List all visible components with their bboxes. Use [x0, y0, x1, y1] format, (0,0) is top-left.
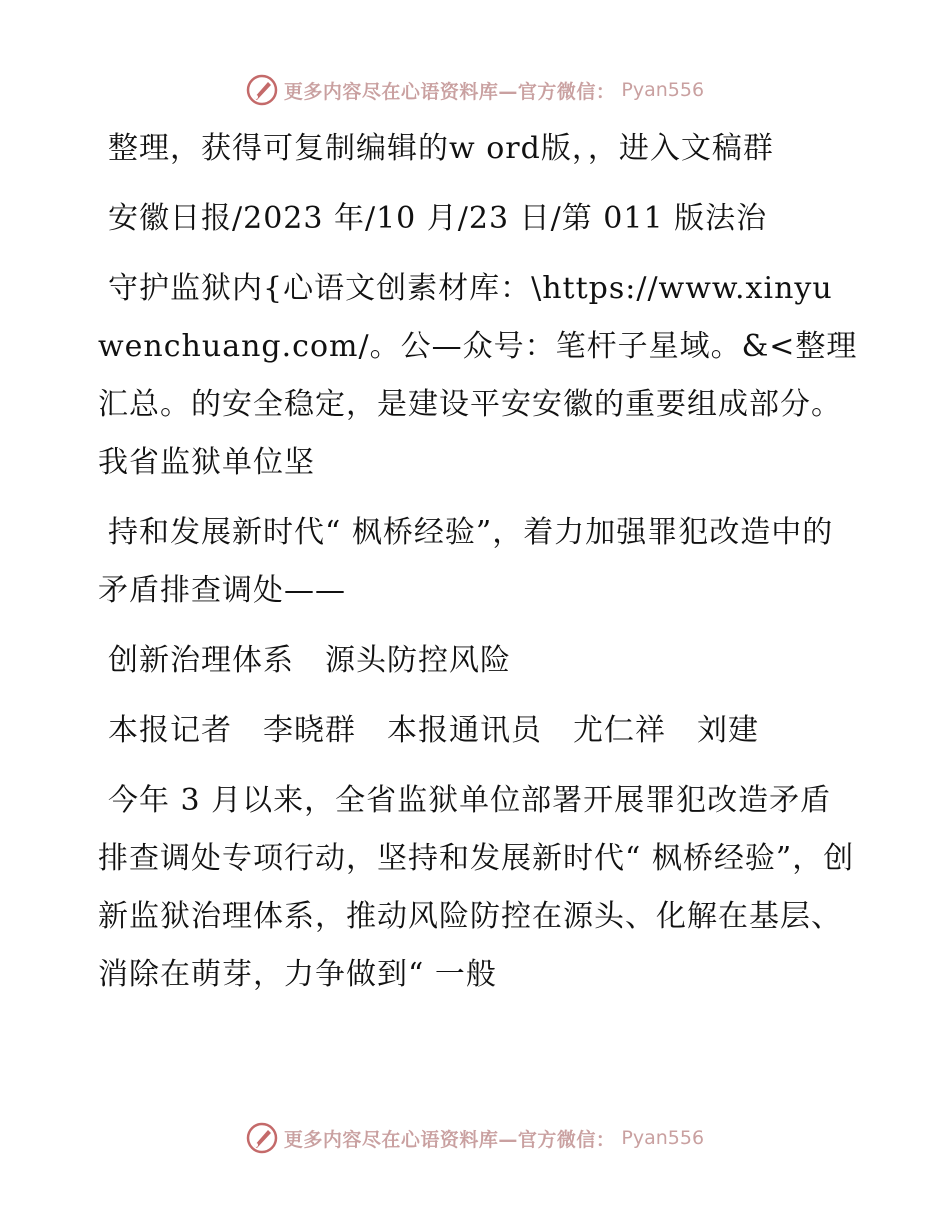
document-body — [98, 120, 858, 1016]
watermark-text: 更多内容尽在心语资料库—官方微信： — [283, 1128, 616, 1151]
paragraph-lead: 守护监狱内{心语文创素材库：\https://www.xinyuwenchuang.com/。公—众号：笔杆子星域。&<整理汇总。的安全稳定，是建设平安安徽的重要组成部分。我省监狱单位坚 — [98, 271, 858, 480]
quill-logo-icon — [246, 1122, 278, 1154]
watermark-text: 更多内容尽在心语资料库—官方微信： — [283, 80, 616, 103]
header-watermark-banner — [0, 70, 950, 110]
paragraph-intro: 整理，获得可复制编辑的w ord版，，进入文稿群 — [108, 131, 774, 166]
paragraph-source: 安徽日报/2023 年/10 月/23 日/第 011 版法治 — [108, 201, 768, 236]
watermark-contact: Pyan556 — [621, 79, 705, 101]
footer-watermark-banner — [0, 1118, 950, 1158]
article-headline: 创新治理体系 源头防控风险 — [108, 643, 511, 678]
paragraph-body: 今年 3 月以来，全省监狱单位部署开展罪犯改造矛盾排查调处专项行动，坚持和发展新时代“ 枫桥经验”，创新监狱治理体系，推动风险防控在源头、化解在基层、消除在萌芽，力争做到“ 一般 — [98, 783, 855, 992]
paragraph-subtitle: 持和发展新时代“ 枫桥经验”，着力加强罪犯改造中的矛盾排查调处—— — [98, 515, 834, 608]
byline: 本报记者 李晓群 本报通讯员 尤仁祥 刘建 — [108, 713, 759, 748]
quill-logo-icon — [246, 74, 278, 106]
watermark-contact: Pyan556 — [621, 1127, 705, 1149]
